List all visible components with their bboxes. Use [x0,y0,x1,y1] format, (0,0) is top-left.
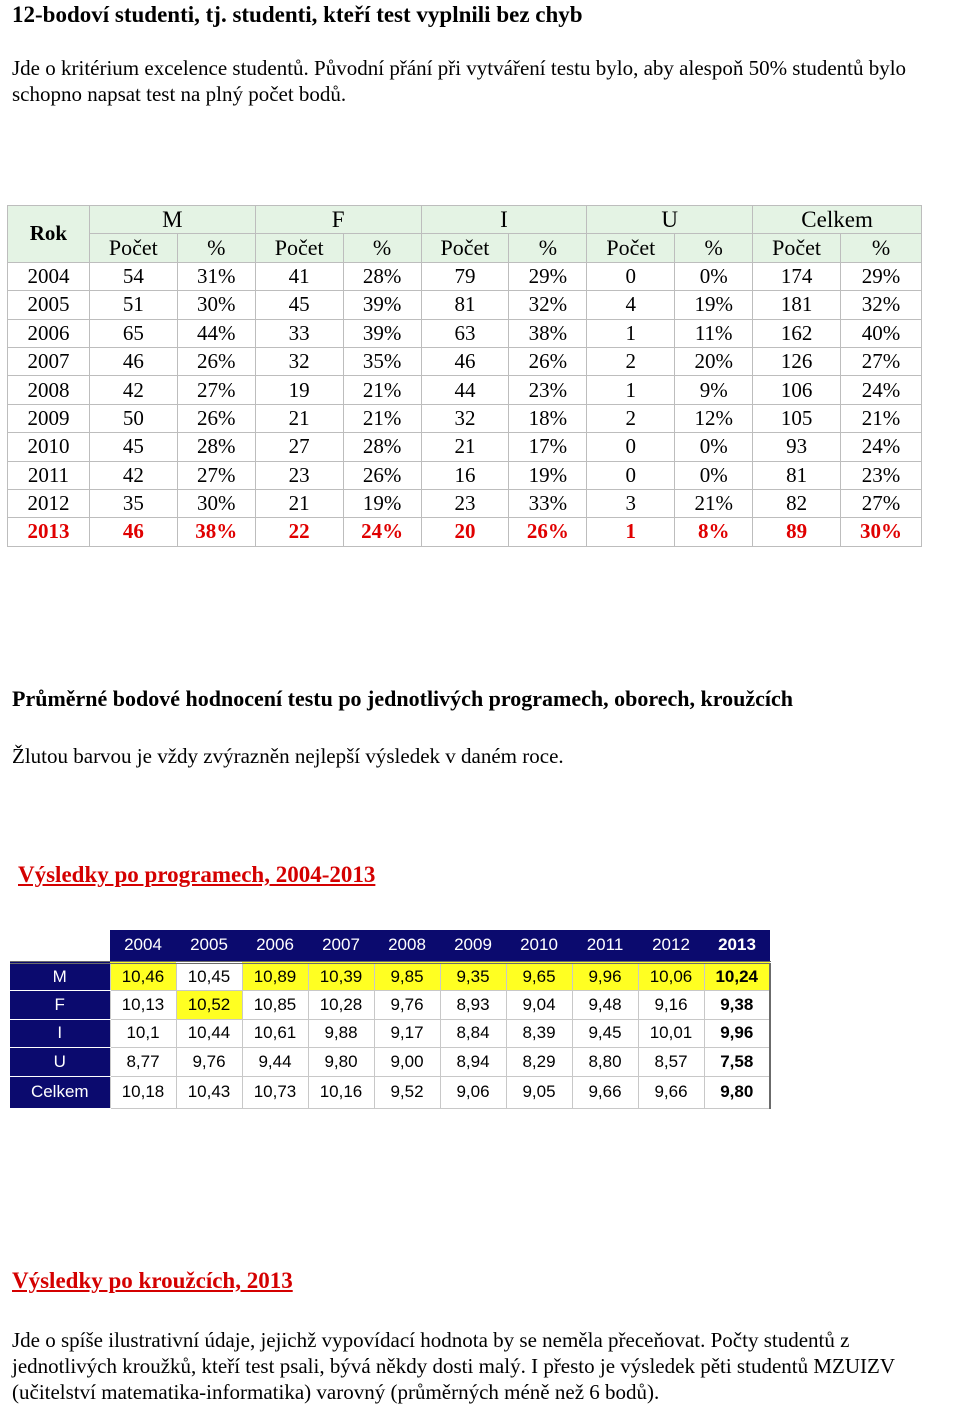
score-cell: 10,06 [638,962,704,991]
score-cell: 9,66 [638,1076,704,1108]
value-cell: 29% [509,262,587,290]
score-cell: 9,66 [572,1076,638,1108]
value-cell: 21 [255,489,343,517]
value-cell: 28% [343,262,421,290]
value-cell: 54 [89,262,177,290]
value-cell: 0 [587,262,675,290]
header-group-celkem: Celkem [753,206,922,234]
value-cell: 26% [343,461,421,489]
score-cell: 9,48 [572,991,638,1020]
value-cell: 38% [177,518,255,546]
table-row [8,489,922,517]
score-cell: 10,44 [176,1019,242,1048]
value-cell: 23 [421,489,509,517]
score-cell: 9,00 [374,1048,440,1077]
value-cell: 27% [841,347,922,375]
score-cell: 9,80 [308,1048,374,1077]
value-cell: 181 [753,291,841,319]
yellow-note: Žlutou barvou je vždy zvýrazněn nejlepší výsledek v daném roce. [12,744,564,768]
year-header: 2012 [638,930,704,962]
value-cell: 20% [675,347,753,375]
value-cell: 46 [421,347,509,375]
value-cell: 0% [675,461,753,489]
score-cell: 10,16 [308,1076,374,1108]
header-sub: % [177,234,255,262]
score-cell: 9,45 [572,1019,638,1048]
value-cell: 39% [343,291,421,319]
value-cell: 81 [421,291,509,319]
score-cell: 8,29 [506,1048,572,1077]
value-cell: 46 [89,518,177,546]
header-group-m: M [89,206,255,234]
year-cell: 2008 [8,376,90,404]
score-cell: 10,61 [242,1019,308,1048]
heading-vysledky-po-programech: Výsledky po programech, 2004-2013 [18,862,376,887]
value-cell: 42 [89,461,177,489]
value-cell: 0 [587,461,675,489]
score-cell: 10,13 [110,991,176,1020]
table-vysledky-po-programech [10,930,771,1109]
value-cell: 30% [177,291,255,319]
heading-prumerne-hodnoceni: Průměrné bodové hodnocení testu po jednotlivých programech, oborech, kroužcích [12,686,793,711]
value-cell: 26% [177,347,255,375]
value-cell: 35 [89,489,177,517]
score-cell: 9,80 [704,1076,770,1108]
value-cell: 50 [89,404,177,432]
header-sub: % [343,234,421,262]
year-header: 2007 [308,930,374,962]
table-row [8,319,922,347]
value-cell: 0 [587,433,675,461]
score-cell: 8,93 [440,991,506,1020]
value-cell: 126 [753,347,841,375]
value-cell: 162 [753,319,841,347]
value-cell: 2 [587,347,675,375]
value-cell: 42 [89,376,177,404]
score-cell: 8,94 [440,1048,506,1077]
program-label: F [10,991,110,1020]
value-cell: 23% [509,376,587,404]
table-row [8,461,922,489]
value-cell: 44 [421,376,509,404]
header-sub: Počet [255,234,343,262]
score-cell: 9,52 [374,1076,440,1108]
value-cell: 27% [841,489,922,517]
value-cell: 27% [177,376,255,404]
score-cell: 9,35 [440,962,506,991]
year-header: 2005 [176,930,242,962]
score-cell: 10,43 [176,1076,242,1108]
heading-12-bodovi: 12-bodoví studenti, tj. studenti, kteří test vyplnili bez chyb [12,2,583,27]
header-sub: Počet [89,234,177,262]
value-cell: 3 [587,489,675,517]
value-cell: 19 [255,376,343,404]
year-header: 2011 [572,930,638,962]
value-cell: 21 [421,433,509,461]
score-cell: 10,1 [110,1019,176,1048]
score-cell: 9,17 [374,1019,440,1048]
year-header: 2008 [374,930,440,962]
header-blank [10,930,110,962]
value-cell: 46 [89,347,177,375]
value-cell: 82 [753,489,841,517]
year-cell: 2011 [8,461,90,489]
score-cell: 10,18 [110,1076,176,1108]
value-cell: 26% [509,518,587,546]
value-cell: 32% [509,291,587,319]
header-sub: % [675,234,753,262]
header-sub: Počet [587,234,675,262]
value-cell: 11% [675,319,753,347]
value-cell: 21% [343,376,421,404]
score-cell: 10,46 [110,962,176,991]
value-cell: 8% [675,518,753,546]
table-row [10,1076,770,1108]
value-cell: 21% [841,404,922,432]
score-cell: 10,39 [308,962,374,991]
score-cell: 10,85 [242,991,308,1020]
score-cell: 9,76 [374,991,440,1020]
score-cell: 8,80 [572,1048,638,1077]
table-row [8,433,922,461]
year-header: 2004 [110,930,176,962]
header-sub: Počet [421,234,509,262]
year-cell: 2010 [8,433,90,461]
value-cell: 33 [255,319,343,347]
score-cell: 9,96 [572,962,638,991]
value-cell: 30% [177,489,255,517]
year-cell: 2004 [8,262,90,290]
value-cell: 23% [841,461,922,489]
value-cell: 1 [587,319,675,347]
year-cell: 2013 [8,518,90,546]
heading-vysledky-po-krouzcich: Výsledky po kroužcích, 2013 [12,1268,293,1293]
table-row [8,376,922,404]
score-cell: 8,57 [638,1048,704,1077]
table-row [8,518,922,546]
value-cell: 63 [421,319,509,347]
value-cell: 2 [587,404,675,432]
krouzky-paragraph: Jde o spíše ilustrativní údaje, jejichž vypovídací hodnota by se neměla přeceňovat. Počty studentů z jednotlivých kroužků, kteří test psali, bývá někdy dosti malý. I přesto je výsledek pěti studentů MZUIZV (učitelství matematika-informatika) varovný (průměrných méně než 6 bodů). [12,1328,895,1404]
score-cell: 10,24 [704,962,770,991]
value-cell: 9% [675,376,753,404]
score-cell: 9,04 [506,991,572,1020]
score-cell: 9,88 [308,1019,374,1048]
score-cell: 10,52 [176,991,242,1020]
score-cell: 9,85 [374,962,440,991]
header-sub: % [841,234,922,262]
score-cell: 8,39 [506,1019,572,1048]
table-row [8,347,922,375]
value-cell: 19% [343,489,421,517]
value-cell: 27 [255,433,343,461]
value-cell: 0% [675,433,753,461]
table-row [8,262,922,290]
score-cell: 7,58 [704,1048,770,1077]
year-cell: 2005 [8,291,90,319]
score-cell: 9,96 [704,1019,770,1048]
year-cell: 2009 [8,404,90,432]
score-cell: 8,77 [110,1048,176,1077]
value-cell: 26% [509,347,587,375]
table-row [10,962,770,991]
value-cell: 31% [177,262,255,290]
table-row [10,1048,770,1077]
header-sub: % [509,234,587,262]
year-header: 2006 [242,930,308,962]
value-cell: 32 [421,404,509,432]
year-cell: 2007 [8,347,90,375]
value-cell: 174 [753,262,841,290]
table-row [10,1019,770,1048]
value-cell: 19% [675,291,753,319]
value-cell: 27% [177,461,255,489]
value-cell: 32% [841,291,922,319]
value-cell: 21% [675,489,753,517]
header-group-f: F [255,206,421,234]
table-row [8,291,922,319]
score-cell: 9,44 [242,1048,308,1077]
value-cell: 21% [343,404,421,432]
table-12-bodovi [7,205,922,547]
table-row [8,404,922,432]
score-cell: 10,28 [308,991,374,1020]
score-cell: 10,89 [242,962,308,991]
score-cell: 9,05 [506,1076,572,1108]
value-cell: 44% [177,319,255,347]
value-cell: 32 [255,347,343,375]
value-cell: 79 [421,262,509,290]
value-cell: 28% [343,433,421,461]
score-cell: 9,38 [704,991,770,1020]
value-cell: 23 [255,461,343,489]
value-cell: 24% [841,376,922,404]
value-cell: 51 [89,291,177,319]
value-cell: 38% [509,319,587,347]
intro-paragraph: Jde o kritérium excelence studentů. Původní přání při vytváření testu bylo, aby alespoň 50% studentů bylo schopno napsat test na plný počet bodů. [12,56,907,106]
value-cell: 18% [509,404,587,432]
program-label: M [10,962,110,991]
value-cell: 12% [675,404,753,432]
score-cell: 9,16 [638,991,704,1020]
year-cell: 2006 [8,319,90,347]
value-cell: 0% [675,262,753,290]
value-cell: 21 [255,404,343,432]
value-cell: 65 [89,319,177,347]
value-cell: 17% [509,433,587,461]
value-cell: 106 [753,376,841,404]
value-cell: 26% [177,404,255,432]
score-cell: 9,65 [506,962,572,991]
value-cell: 89 [753,518,841,546]
header-rok: Rok [8,206,90,263]
header-sub: Počet [753,234,841,262]
value-cell: 30% [841,518,922,546]
program-label: I [10,1019,110,1048]
value-cell: 28% [177,433,255,461]
value-cell: 24% [343,518,421,546]
score-cell: 10,01 [638,1019,704,1048]
value-cell: 20 [421,518,509,546]
value-cell: 105 [753,404,841,432]
value-cell: 81 [753,461,841,489]
year-header: 2013 [704,930,770,962]
score-cell: 10,45 [176,962,242,991]
header-group-i: I [421,206,587,234]
value-cell: 45 [255,291,343,319]
value-cell: 1 [587,518,675,546]
program-label: U [10,1048,110,1077]
value-cell: 24% [841,433,922,461]
value-cell: 33% [509,489,587,517]
table-row [10,991,770,1020]
value-cell: 39% [343,319,421,347]
value-cell: 4 [587,291,675,319]
value-cell: 29% [841,262,922,290]
value-cell: 35% [343,347,421,375]
value-cell: 22 [255,518,343,546]
value-cell: 16 [421,461,509,489]
value-cell: 93 [753,433,841,461]
score-cell: 9,06 [440,1076,506,1108]
year-cell: 2012 [8,489,90,517]
value-cell: 19% [509,461,587,489]
value-cell: 41 [255,262,343,290]
score-cell: 9,76 [176,1048,242,1077]
program-label: Celkem [10,1076,110,1108]
value-cell: 45 [89,433,177,461]
year-header: 2010 [506,930,572,962]
value-cell: 40% [841,319,922,347]
score-cell: 10,73 [242,1076,308,1108]
value-cell: 1 [587,376,675,404]
score-cell: 8,84 [440,1019,506,1048]
year-header: 2009 [440,930,506,962]
header-group-u: U [587,206,753,234]
